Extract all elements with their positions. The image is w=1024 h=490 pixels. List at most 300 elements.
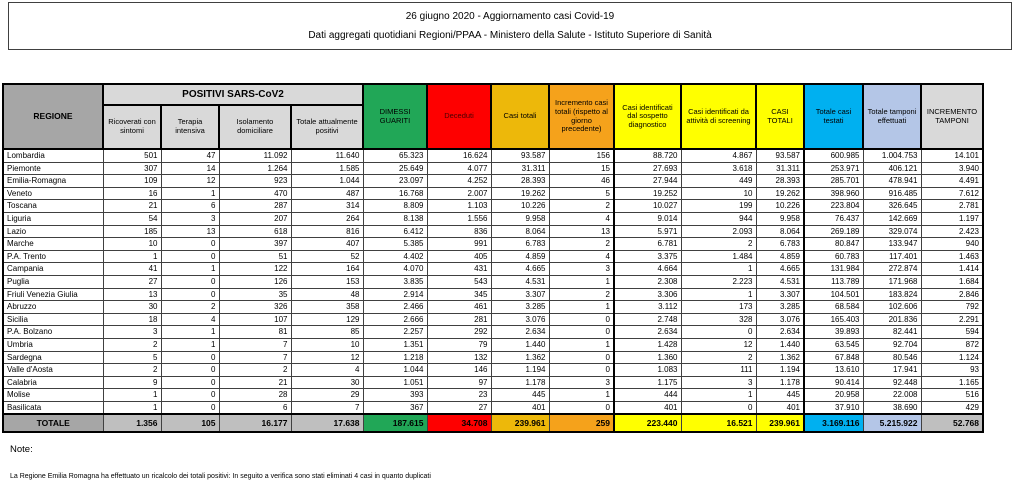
value-cell: 264 (291, 212, 363, 225)
value-cell: 13 (549, 225, 614, 238)
value-cell: 8.138 (363, 212, 427, 225)
value-cell: 401 (614, 401, 681, 414)
region-cell: Basilicata (3, 401, 103, 414)
value-cell: 18 (103, 313, 161, 326)
value-cell: 165.403 (804, 313, 863, 326)
value-cell: 13.610 (804, 364, 863, 377)
value-cell: 8.064 (756, 225, 804, 238)
value-cell: 1 (161, 326, 219, 339)
value-cell: 1.044 (363, 364, 427, 377)
value-cell: 17.941 (863, 364, 921, 377)
value-cell: 1 (681, 263, 756, 276)
value-cell: 487 (291, 187, 363, 200)
value-cell: 618 (219, 225, 291, 238)
value-cell: 1.684 (921, 275, 983, 288)
value-cell: 185 (103, 225, 161, 238)
value-cell: 28.393 (756, 175, 804, 188)
value-cell: 93.587 (756, 149, 804, 162)
value-cell: 133.947 (863, 238, 921, 251)
value-cell: 113.789 (804, 275, 863, 288)
value-cell: 4.531 (756, 275, 804, 288)
value-cell: 93.587 (491, 149, 549, 162)
value-cell: 1 (549, 301, 614, 314)
value-cell: 88.720 (614, 149, 681, 162)
region-cell: Marche (3, 238, 103, 251)
value-cell: 287 (219, 200, 291, 213)
value-cell: 47 (161, 149, 219, 162)
total-value-cell: 34.708 (427, 414, 491, 432)
col-header-casi-totali: Casi totali (491, 84, 549, 149)
value-cell: 470 (219, 187, 291, 200)
value-cell: 4.859 (491, 250, 549, 263)
value-cell: 30 (103, 301, 161, 314)
value-cell: 1.264 (219, 162, 291, 175)
value-cell: 0 (161, 376, 219, 389)
region-cell: Lombardia (3, 149, 103, 162)
value-cell: 2 (103, 364, 161, 377)
region-cell: Sardegna (3, 351, 103, 364)
value-cell: 1.194 (491, 364, 549, 377)
value-cell: 51 (219, 250, 291, 263)
value-cell: 48 (291, 288, 363, 301)
value-cell: 4.664 (614, 263, 681, 276)
value-cell: 3.285 (756, 301, 804, 314)
value-cell: 431 (427, 263, 491, 276)
table-body (3, 149, 983, 432)
col-header-dimessi-guariti: DIMESSI GUARITI (363, 84, 427, 149)
value-cell: 1 (161, 187, 219, 200)
value-cell: 28 (219, 389, 291, 402)
table-row (3, 338, 983, 351)
value-cell: 80.546 (863, 351, 921, 364)
value-cell: 8.064 (491, 225, 549, 238)
value-cell: 600.985 (804, 149, 863, 162)
value-cell: 15 (549, 162, 614, 175)
table-row (3, 401, 983, 414)
value-cell: 2.914 (363, 288, 427, 301)
value-cell: 329.074 (863, 225, 921, 238)
value-cell: 4 (549, 212, 614, 225)
value-cell: 328 (681, 313, 756, 326)
value-cell: 2.634 (756, 326, 804, 339)
value-cell: 1.484 (681, 250, 756, 263)
value-cell: 397 (219, 238, 291, 251)
value-cell: 0 (161, 389, 219, 402)
value-cell: 0 (161, 401, 219, 414)
region-cell: Calabria (3, 376, 103, 389)
value-cell: 3.306 (614, 288, 681, 301)
value-cell: 25.649 (363, 162, 427, 175)
value-cell: 2.291 (921, 313, 983, 326)
value-cell: 923 (219, 175, 291, 188)
value-cell: 345 (427, 288, 491, 301)
region-cell: Campania (3, 263, 103, 276)
value-cell: 405 (427, 250, 491, 263)
value-cell: 31.311 (756, 162, 804, 175)
value-cell: 65.323 (363, 149, 427, 162)
value-cell: 2.666 (363, 313, 427, 326)
value-cell: 1.197 (921, 212, 983, 225)
value-cell: 4.665 (491, 263, 549, 276)
value-cell: 1.194 (756, 364, 804, 377)
col-header-ricoverati: Ricoverati con sintomi (103, 105, 161, 149)
value-cell: 1.165 (921, 376, 983, 389)
total-value-cell: 239.961 (756, 414, 804, 432)
value-cell: 3.835 (363, 275, 427, 288)
value-cell: 9.014 (614, 212, 681, 225)
value-cell: 20.958 (804, 389, 863, 402)
value-cell: 76.437 (804, 212, 863, 225)
value-cell: 3.307 (491, 288, 549, 301)
value-cell: 126 (219, 275, 291, 288)
value-cell: 940 (921, 238, 983, 251)
value-cell: 80.847 (804, 238, 863, 251)
value-cell: 21 (103, 200, 161, 213)
value-cell: 2.257 (363, 326, 427, 339)
value-cell: 21 (219, 376, 291, 389)
col-header-casi-totali-2: CASI TOTALI (756, 84, 804, 149)
value-cell: 1 (549, 338, 614, 351)
col-header-isolamento: Isolamento domiciliare (219, 105, 291, 149)
value-cell: 3.285 (491, 301, 549, 314)
table-row (3, 364, 983, 377)
value-cell: 3.076 (756, 313, 804, 326)
value-cell: 68.584 (804, 301, 863, 314)
value-cell: 2.634 (614, 326, 681, 339)
value-cell: 406.121 (863, 162, 921, 175)
value-cell: 117.401 (863, 250, 921, 263)
table-row (3, 313, 983, 326)
value-cell: 93 (921, 364, 983, 377)
region-cell: Valle d'Aosta (3, 364, 103, 377)
value-cell: 1 (103, 389, 161, 402)
value-cell: 445 (491, 389, 549, 402)
value-cell: 4.252 (427, 175, 491, 188)
value-cell: 3.112 (614, 301, 681, 314)
report-date-title: 26 giugno 2020 - Aggiornamento casi Covid-19 (405, 11, 615, 22)
value-cell: 445 (756, 389, 804, 402)
table-row (3, 389, 983, 402)
region-cell: Emilia-Romagna (3, 175, 103, 188)
total-label-cell: TOTALE (3, 414, 103, 432)
value-cell: 407 (291, 238, 363, 251)
table-row (3, 162, 983, 175)
value-cell: 10 (681, 187, 756, 200)
value-cell: 1.556 (427, 212, 491, 225)
value-cell: 107 (219, 313, 291, 326)
value-cell: 272.874 (863, 263, 921, 276)
region-cell: Friuli Venezia Giulia (3, 288, 103, 301)
value-cell: 10.226 (491, 200, 549, 213)
value-cell: 9.958 (756, 212, 804, 225)
value-cell: 478.941 (863, 175, 921, 188)
value-cell: 4.531 (491, 275, 549, 288)
value-cell: 358 (291, 301, 363, 314)
value-cell: 429 (921, 401, 983, 414)
value-cell: 7 (291, 401, 363, 414)
value-cell: 398.960 (804, 187, 863, 200)
value-cell: 207 (219, 212, 291, 225)
value-cell: 19.262 (756, 187, 804, 200)
region-cell: Molise (3, 389, 103, 402)
value-cell: 1.463 (921, 250, 983, 263)
value-cell: 2 (549, 200, 614, 213)
value-cell: 132 (427, 351, 491, 364)
value-cell: 314 (291, 200, 363, 213)
value-cell: 131.984 (804, 263, 863, 276)
value-cell: 4 (549, 250, 614, 263)
value-cell: 14.101 (921, 149, 983, 162)
value-cell: 30 (291, 376, 363, 389)
value-cell: 3 (161, 212, 219, 225)
value-cell: 1.440 (756, 338, 804, 351)
value-cell: 19.262 (491, 187, 549, 200)
region-cell: P.A. Bolzano (3, 326, 103, 339)
value-cell: 3.618 (681, 162, 756, 175)
table-total-row (3, 414, 983, 432)
table-row (3, 275, 983, 288)
value-cell: 2 (681, 238, 756, 251)
value-cell: 122 (219, 263, 291, 276)
total-value-cell: 17.638 (291, 414, 363, 432)
value-cell: 79 (427, 338, 491, 351)
value-cell: 3.076 (491, 313, 549, 326)
covid-data-table (2, 83, 984, 433)
value-cell: 0 (681, 326, 756, 339)
value-cell: 1 (103, 401, 161, 414)
value-cell: 1.362 (756, 351, 804, 364)
value-cell: 2 (681, 351, 756, 364)
value-cell: 792 (921, 301, 983, 314)
value-cell: 0 (549, 313, 614, 326)
value-cell: 14 (161, 162, 219, 175)
value-cell: 63.545 (804, 338, 863, 351)
value-cell: 2 (219, 364, 291, 377)
value-cell: 4.077 (427, 162, 491, 175)
value-cell: 2 (103, 338, 161, 351)
table-row (3, 200, 983, 213)
value-cell: 104.501 (804, 288, 863, 301)
value-cell: 4.859 (756, 250, 804, 263)
value-cell: 6.783 (756, 238, 804, 251)
table-row (3, 175, 983, 188)
value-cell: 281 (427, 313, 491, 326)
value-cell: 27.693 (614, 162, 681, 175)
value-cell: 516 (921, 389, 983, 402)
value-cell: 129 (291, 313, 363, 326)
notes-title: Note: (10, 444, 33, 455)
value-cell: 1 (681, 288, 756, 301)
value-cell: 2 (549, 288, 614, 301)
value-cell: 367 (363, 401, 427, 414)
value-cell: 38.690 (863, 401, 921, 414)
value-cell: 2 (161, 301, 219, 314)
table-header (3, 84, 983, 149)
value-cell: 0 (161, 250, 219, 263)
value-cell: 27 (427, 401, 491, 414)
total-value-cell: 1.356 (103, 414, 161, 432)
value-cell: 1.178 (491, 376, 549, 389)
value-cell: 326 (219, 301, 291, 314)
value-cell: 60.783 (804, 250, 863, 263)
value-cell: 1 (681, 389, 756, 402)
value-cell: 1.044 (291, 175, 363, 188)
col-header-incremento-tamponi: INCREMENTO TAMPONI (921, 84, 983, 149)
region-cell: Veneto (3, 187, 103, 200)
value-cell: 3 (103, 326, 161, 339)
value-cell: 92.704 (863, 338, 921, 351)
value-cell: 3 (549, 376, 614, 389)
value-cell: 7.612 (921, 187, 983, 200)
value-cell: 0 (549, 351, 614, 364)
value-cell: 2.466 (363, 301, 427, 314)
table-row (3, 351, 983, 364)
value-cell: 23 (427, 389, 491, 402)
value-cell: 1.440 (491, 338, 549, 351)
col-header-casi-screening: Casi identificati da attività di screening (681, 84, 756, 149)
value-cell: 199 (681, 200, 756, 213)
col-header-totale-positivi: Totale attualmente positivi (291, 105, 363, 149)
value-cell: 27.944 (614, 175, 681, 188)
value-cell: 461 (427, 301, 491, 314)
value-cell: 171.968 (863, 275, 921, 288)
report-title-box (8, 2, 1012, 50)
value-cell: 2.634 (491, 326, 549, 339)
value-cell: 39.893 (804, 326, 863, 339)
value-cell: 5.385 (363, 238, 427, 251)
table-row (3, 288, 983, 301)
value-cell: 16 (103, 187, 161, 200)
value-cell: 10 (103, 238, 161, 251)
value-cell: 1 (103, 250, 161, 263)
value-cell: 0 (161, 351, 219, 364)
value-cell: 4.402 (363, 250, 427, 263)
value-cell: 393 (363, 389, 427, 402)
value-cell: 0 (161, 275, 219, 288)
total-value-cell: 239.961 (491, 414, 549, 432)
value-cell: 97 (427, 376, 491, 389)
value-cell: 2 (549, 238, 614, 251)
value-cell: 85 (291, 326, 363, 339)
value-cell: 836 (427, 225, 491, 238)
value-cell: 0 (161, 238, 219, 251)
table-row (3, 376, 983, 389)
value-cell: 444 (614, 389, 681, 402)
value-cell: 3.307 (756, 288, 804, 301)
value-cell: 1.103 (427, 200, 491, 213)
value-cell: 201.836 (863, 313, 921, 326)
table-row (3, 238, 983, 251)
value-cell: 92.448 (863, 376, 921, 389)
value-cell: 1 (549, 389, 614, 402)
value-cell: 326.645 (863, 200, 921, 213)
table-row (3, 149, 983, 162)
value-cell: 46 (549, 175, 614, 188)
value-cell: 2.308 (614, 275, 681, 288)
value-cell: 2.093 (681, 225, 756, 238)
value-cell: 3.940 (921, 162, 983, 175)
value-cell: 4.665 (756, 263, 804, 276)
table-row (3, 326, 983, 339)
total-value-cell: 3.169.116 (804, 414, 863, 432)
value-cell: 7 (219, 351, 291, 364)
value-cell: 223.804 (804, 200, 863, 213)
value-cell: 10 (291, 338, 363, 351)
value-cell: 27 (103, 275, 161, 288)
notes-line: La Regione Emilia Romagna ha effettuato un ricalcolo dei totali positivi: In seguito a verifica sono stati eliminati 4 casi in quanto duplicati (10, 473, 431, 480)
value-cell: 2.007 (427, 187, 491, 200)
value-cell: 31.311 (491, 162, 549, 175)
value-cell: 81 (219, 326, 291, 339)
value-cell: 1.428 (614, 338, 681, 351)
value-cell: 10.226 (756, 200, 804, 213)
value-cell: 1.178 (756, 376, 804, 389)
value-cell: 0 (681, 401, 756, 414)
value-cell: 12 (161, 175, 219, 188)
value-cell: 1.585 (291, 162, 363, 175)
value-cell: 4.491 (921, 175, 983, 188)
region-cell: Lazio (3, 225, 103, 238)
value-cell: 111 (681, 364, 756, 377)
value-cell: 12 (291, 351, 363, 364)
value-cell: 1.414 (921, 263, 983, 276)
value-cell: 1 (161, 338, 219, 351)
total-value-cell: 223.440 (614, 414, 681, 432)
value-cell: 944 (681, 212, 756, 225)
region-cell: Puglia (3, 275, 103, 288)
value-cell: 1.083 (614, 364, 681, 377)
value-cell: 12 (681, 338, 756, 351)
value-cell: 872 (921, 338, 983, 351)
value-cell: 292 (427, 326, 491, 339)
value-cell: 269.189 (804, 225, 863, 238)
region-cell: Umbria (3, 338, 103, 351)
region-cell: Liguria (3, 212, 103, 225)
value-cell: 594 (921, 326, 983, 339)
value-cell: 401 (491, 401, 549, 414)
value-cell: 82.441 (863, 326, 921, 339)
value-cell: 23.097 (363, 175, 427, 188)
value-cell: 1.124 (921, 351, 983, 364)
value-cell: 5 (103, 351, 161, 364)
region-cell: P.A. Trento (3, 250, 103, 263)
value-cell: 1.004.753 (863, 149, 921, 162)
value-cell: 156 (549, 149, 614, 162)
value-cell: 153 (291, 275, 363, 288)
col-header-regione: REGIONE (3, 84, 103, 149)
col-header-totale-tamponi: Totale tamponi effettuati (863, 84, 921, 149)
table-row (3, 250, 983, 263)
value-cell: 102.606 (863, 301, 921, 314)
value-cell: 41 (103, 263, 161, 276)
value-cell: 67.848 (804, 351, 863, 364)
value-cell: 22.008 (863, 389, 921, 402)
total-value-cell: 259 (549, 414, 614, 432)
value-cell: 5 (549, 187, 614, 200)
value-cell: 401 (756, 401, 804, 414)
value-cell: 253.971 (804, 162, 863, 175)
total-value-cell: 5.215.922 (863, 414, 921, 432)
value-cell: 0 (549, 364, 614, 377)
col-header-terapia-intensiva: Terapia intensiva (161, 105, 219, 149)
col-header-incremento-casi: Incremento casi totali (rispetto al giorno precedente) (549, 84, 614, 149)
value-cell: 307 (103, 162, 161, 175)
value-cell: 142.669 (863, 212, 921, 225)
value-cell: 6.412 (363, 225, 427, 238)
value-cell: 8.809 (363, 200, 427, 213)
value-cell: 16.768 (363, 187, 427, 200)
value-cell: 5.971 (614, 225, 681, 238)
